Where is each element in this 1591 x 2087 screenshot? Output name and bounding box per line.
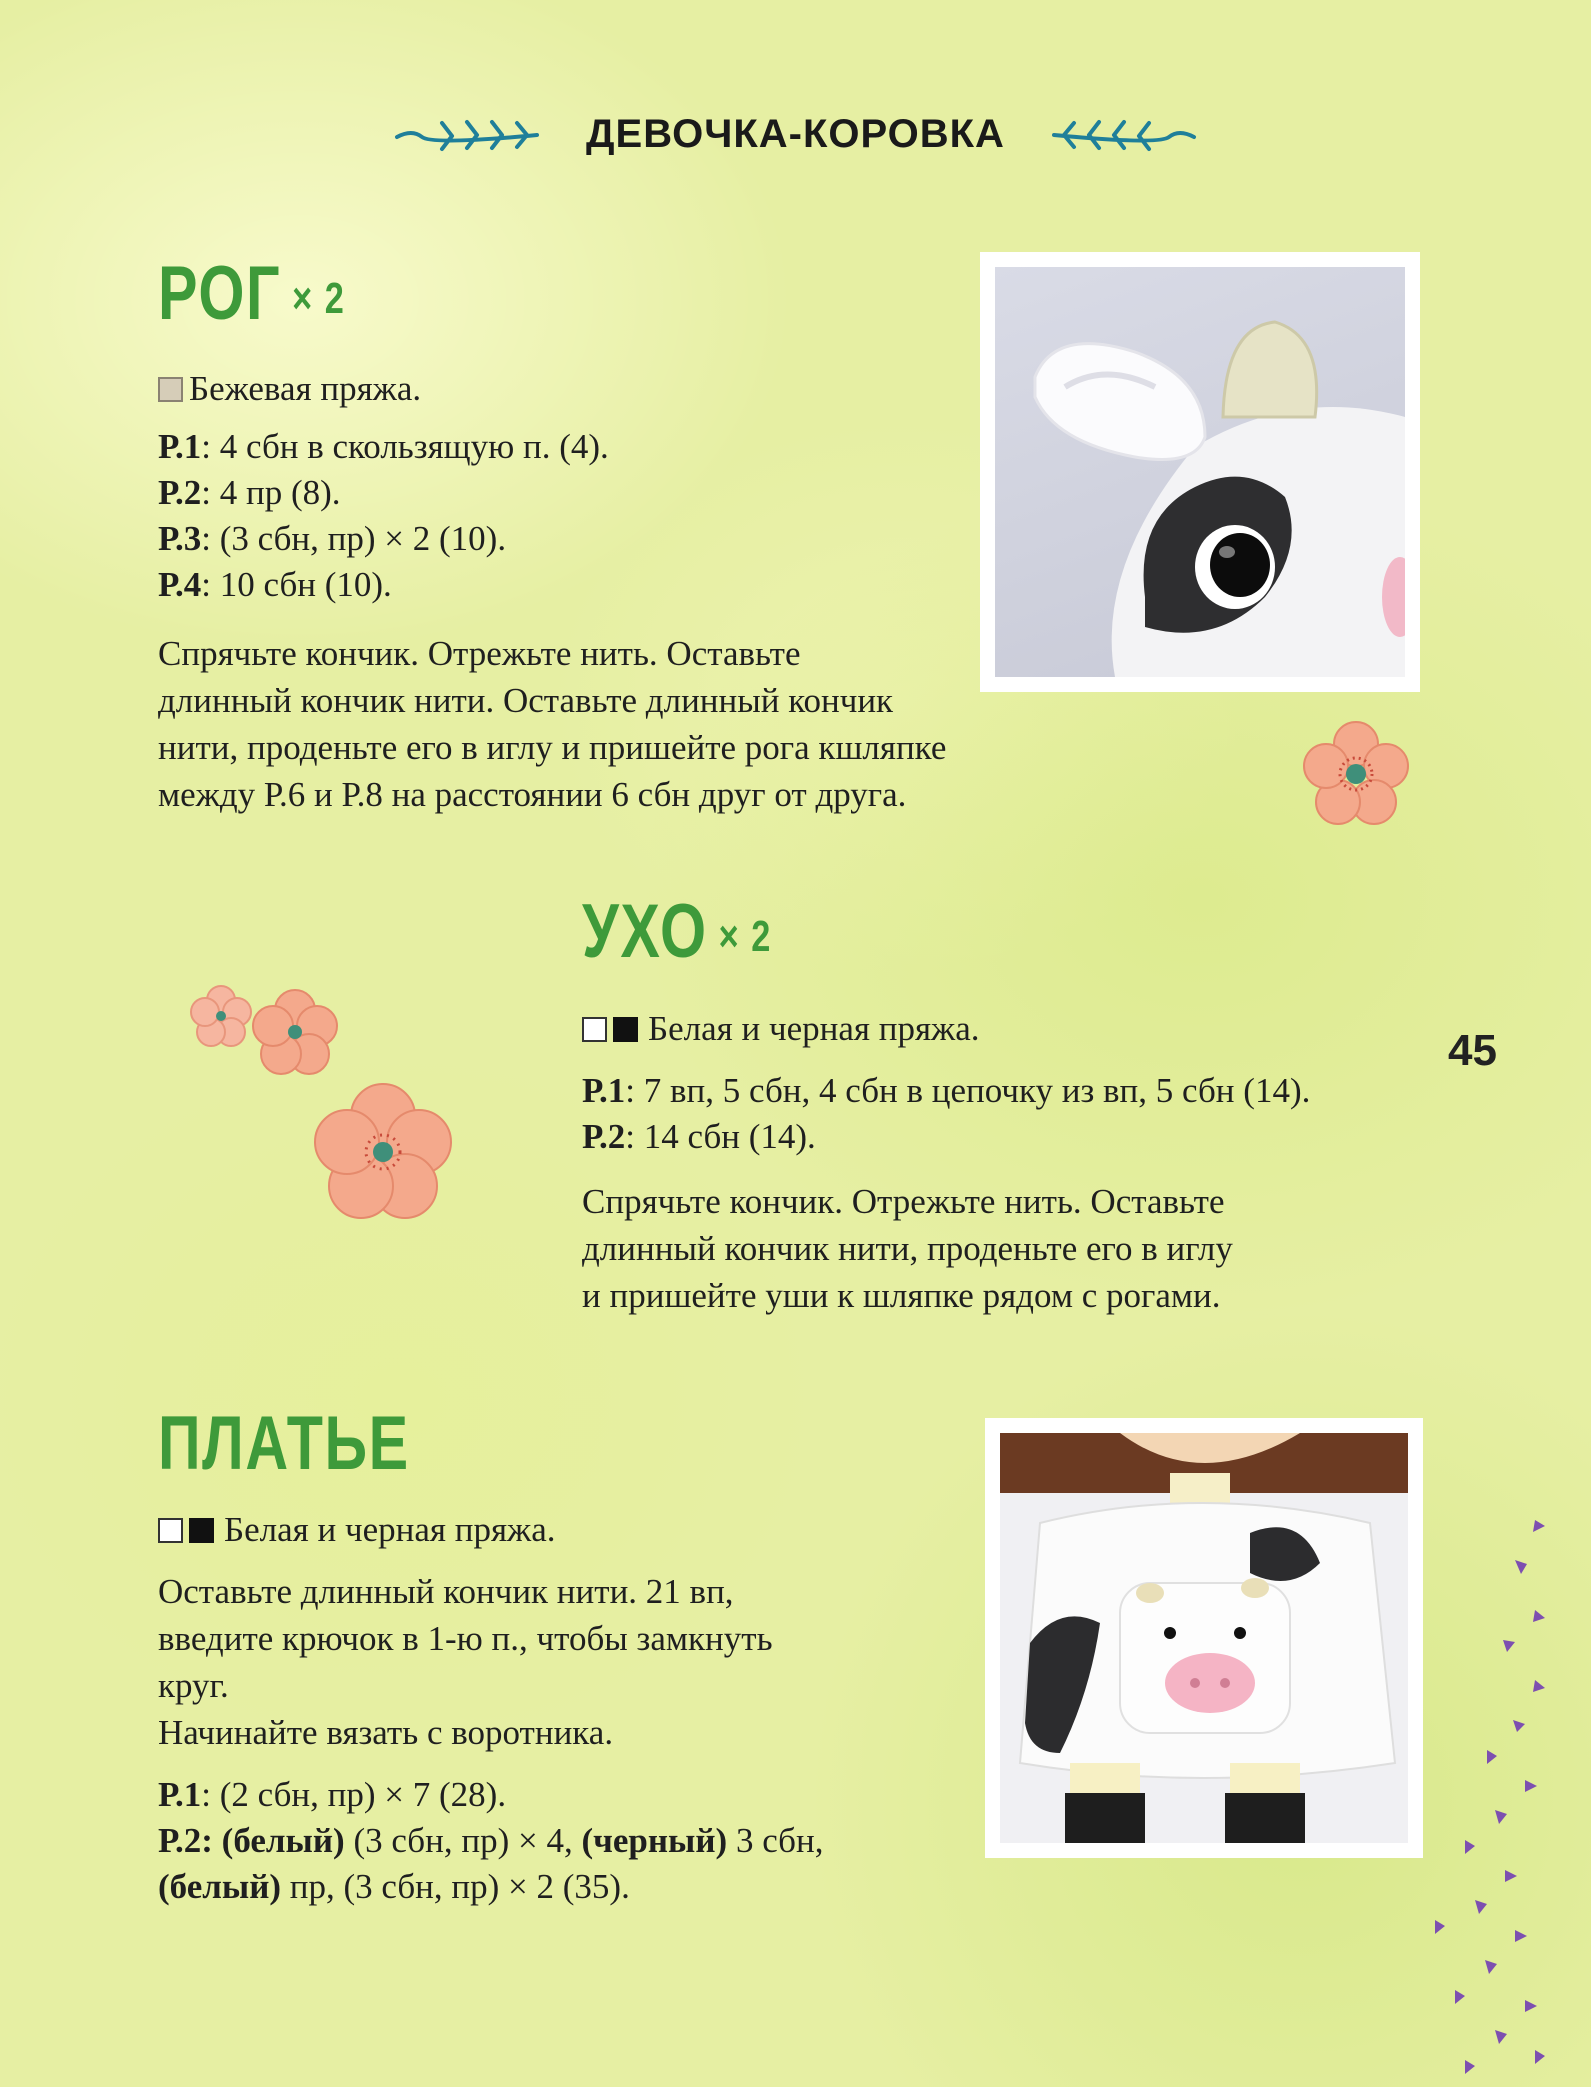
row: Р.2: (белый) (3 сбн, пр) × 4, (черный) 3 сбн, <box>158 1821 824 1860</box>
row: Р.4: 10 сбн (10). <box>158 565 392 604</box>
section-title-text: УХО <box>582 889 708 974</box>
branch-ornament-right-icon <box>1049 115 1199 155</box>
note-line: Начинайте вязать с воротника. <box>158 1713 614 1752</box>
section-title-horn <box>158 250 356 337</box>
black-swatch-icon <box>189 1518 214 1543</box>
flower-icon <box>1300 718 1412 828</box>
photo-horn <box>980 252 1420 692</box>
page-title: ДЕВОЧКА-КОРОВКА <box>586 112 1005 156</box>
photo-dress <box>985 1418 1423 1858</box>
yarn-line-dress <box>158 1510 556 1550</box>
row: Р.1: 4 сбн в скользящую п. (4). <box>158 427 609 466</box>
note-line: круг. <box>158 1666 229 1705</box>
row: Р.2: 4 пр (8). <box>158 473 341 512</box>
branch-ornament-left-icon <box>392 115 542 155</box>
rows-ear <box>582 1068 1310 1160</box>
multiplier: × 2 <box>718 911 772 961</box>
notes-ear <box>582 1178 1382 1319</box>
notes-horn <box>158 630 1118 818</box>
page-header <box>0 112 1591 157</box>
section-title-dress <box>158 1400 410 1487</box>
yarn-text: Бежевая пряжа. <box>189 369 422 408</box>
note-line: введите крючок в 1-ю п., чтобы замкнуть <box>158 1619 773 1658</box>
crochet-cow-head-photo <box>995 267 1405 677</box>
rows-horn <box>158 424 609 608</box>
row: Р.1: (2 сбн, пр) × 7 (28). <box>158 1775 507 1814</box>
section-title-text: ПЛАТЬЕ <box>158 1401 410 1486</box>
note-line: Спрячьте кончик. Отрежьте нить. Оставьте <box>582 1182 1225 1221</box>
row: Р.3: (3 сбн, пр) × 2 (10). <box>158 519 507 558</box>
page-number: 45 <box>1448 1026 1497 1075</box>
multiplier: × 2 <box>292 273 346 323</box>
yarn-line-horn <box>158 369 421 409</box>
note-line: длинный кончик нити. Оставьте длинный кончик <box>158 681 894 720</box>
section-title-ear <box>582 888 783 975</box>
yarn-line-ear <box>582 1009 980 1049</box>
row: Р.1: 7 вп, 5 сбн, 4 сбн в цепочку из вп, 5 сбн (14). <box>582 1071 1311 1110</box>
row: (белый) пр, (3 сбн, пр) × 2 (35). <box>158 1867 630 1906</box>
note-line: Спрячьте кончик. Отрежьте нить. Оставьте <box>158 634 801 673</box>
flowers-cluster-icon <box>185 980 465 1230</box>
white-swatch-icon <box>158 1518 183 1543</box>
section-title-text: РОГ <box>158 251 282 336</box>
notes-dress <box>158 1568 958 1756</box>
note-line: нити, проденьте его в иглу и пришейте рога кшляпке <box>158 728 947 767</box>
note-line: длинный кончик нити, проденьте его в иглу <box>582 1229 1233 1268</box>
rows-dress <box>158 1772 978 1910</box>
yarn-text: Белая и черная пряжа. <box>224 1510 556 1549</box>
note-line: между Р.6 и Р.8 на расстоянии 6 сбн друг от друга. <box>158 775 907 814</box>
black-swatch-icon <box>613 1017 638 1042</box>
triangles-decoration-icon <box>1395 1520 1555 2080</box>
row: Р.2: 14 сбн (14). <box>582 1117 816 1156</box>
note-line: и пришейте уши к шляпке рядом с рогами. <box>582 1276 1221 1315</box>
yarn-text: Белая и черная пряжа. <box>648 1009 980 1048</box>
beige-swatch-icon <box>158 377 183 402</box>
note-line: Оставьте длинный кончик нити. 21 вп, <box>158 1572 734 1611</box>
white-swatch-icon <box>582 1017 607 1042</box>
crochet-cow-dress-photo <box>1000 1433 1408 1843</box>
